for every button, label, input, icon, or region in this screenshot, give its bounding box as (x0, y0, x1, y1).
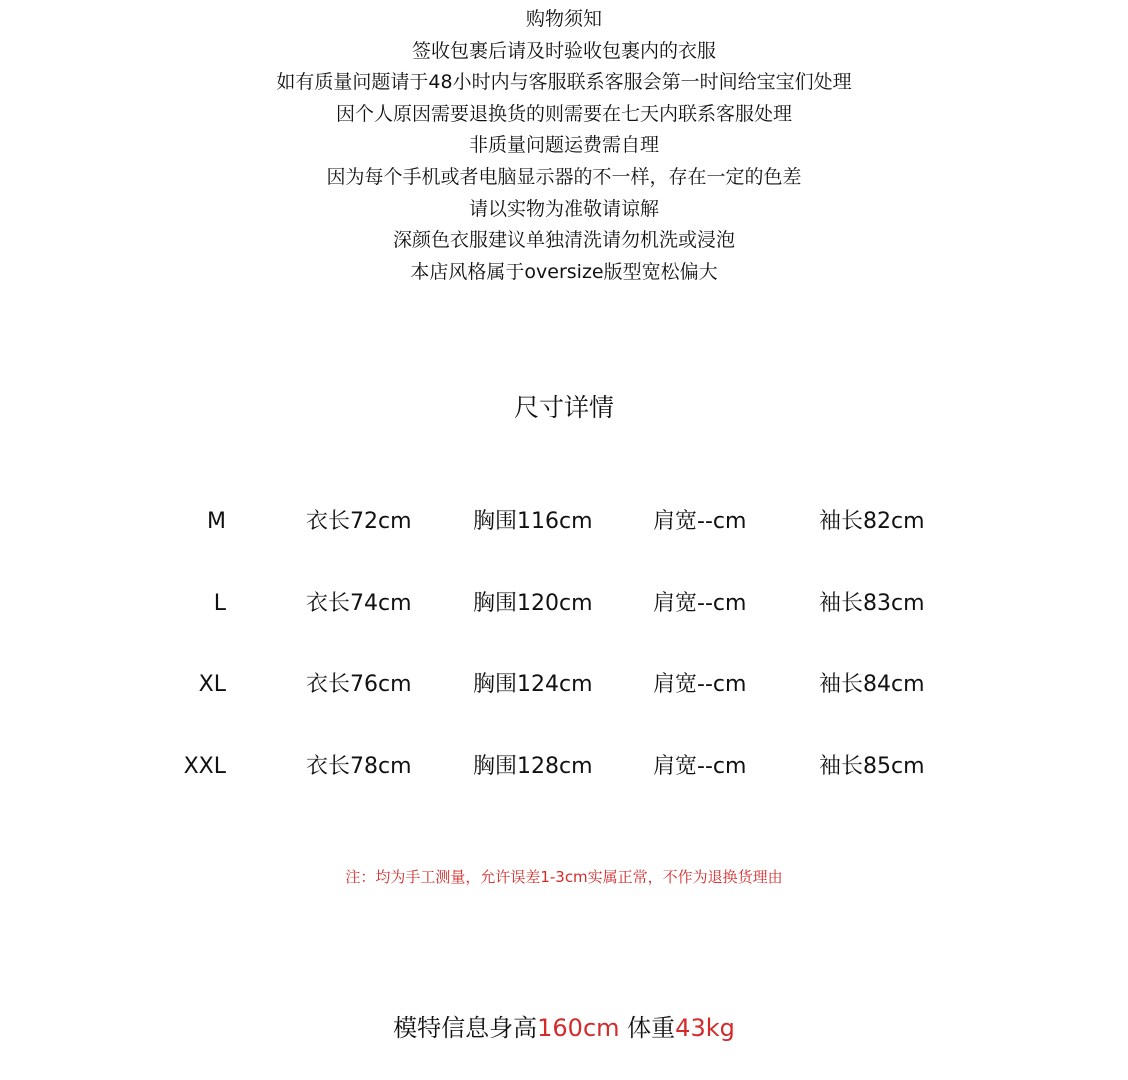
notice-line: 如有质量问题请于48小时内与客服联系客服会第一时间给宝宝们处理 (276, 71, 852, 94)
size-label: XL (198, 672, 226, 698)
shoulder-value: 肩宽--cm (653, 753, 747, 779)
model-info (0, 1006, 1128, 1050)
shopping-notice (0, 4, 1128, 288)
notice-title: 购物须知 (525, 8, 602, 30)
chest-value: 胸围120cm (473, 590, 593, 616)
sleeve-value: 袖长84cm (819, 672, 925, 698)
size-row (0, 745, 1128, 827)
size-row (0, 500, 1128, 582)
model-height-label: 模特信息身高 (393, 1014, 538, 1042)
notice-line: 本店风格属于oversize版型宽松偏大 (410, 260, 718, 283)
sleeve-value: 袖长82cm (819, 509, 925, 534)
sleeve-value: 袖长85cm (819, 753, 925, 779)
notice-line: 非质量问题运费需自理 (468, 134, 659, 157)
model-weight-label: 体重 (619, 1014, 676, 1042)
size-label: M (207, 509, 226, 534)
size-details-title: 尺寸详情 (513, 393, 614, 422)
shoulder-value: 肩宽--cm (653, 590, 747, 616)
size-row (0, 663, 1128, 745)
notice-line: 因为每个手机或者电脑显示器的不一样，存在一定的色差 (326, 165, 802, 188)
chest-value: 胸围116cm (473, 509, 593, 534)
size-row (0, 582, 1128, 664)
chest-value: 胸围124cm (473, 672, 593, 698)
notice-line: 深颜色衣服建议单独清洗请勿机洗或浸泡 (392, 229, 735, 252)
shoulder-value: 肩宽--cm (653, 672, 747, 698)
model-height-value: 160cm (537, 1014, 620, 1042)
length-value: 衣长72cm (306, 509, 412, 534)
measurement-note: 注：均为手工测量，允许误差1-3cm实属正常，不作为退换货理由 (345, 868, 783, 886)
length-value: 衣长78cm (306, 753, 412, 779)
notice-line: 签收包裹后请及时验收包裹内的衣服 (411, 39, 716, 62)
size-label: XXL (183, 753, 226, 779)
size-label: L (213, 590, 226, 616)
notice-line: 因个人原因需要退换货的则需要在七天内联系客服处理 (335, 102, 792, 125)
notice-line: 请以实物为准敬请谅解 (468, 197, 659, 220)
length-value: 衣长74cm (306, 590, 412, 616)
length-value: 衣长76cm (306, 672, 412, 698)
shoulder-value: 肩宽--cm (653, 509, 747, 534)
chest-value: 胸围128cm (473, 753, 593, 779)
model-weight-value: 43kg (675, 1014, 735, 1042)
size-table (0, 500, 1128, 826)
sleeve-value: 袖长83cm (819, 590, 925, 616)
